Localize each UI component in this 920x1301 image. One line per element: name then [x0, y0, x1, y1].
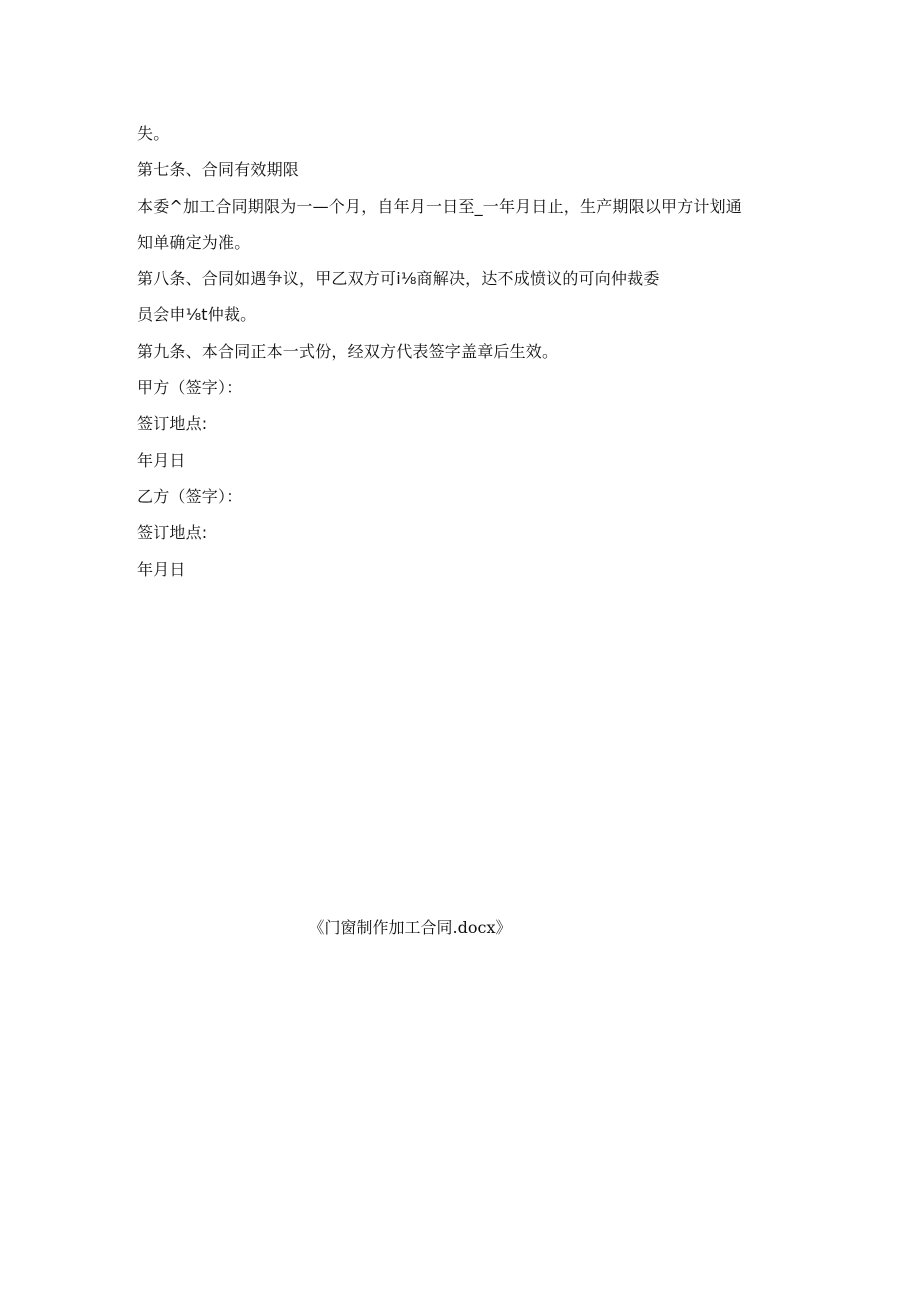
party-a-date: 年月日	[137, 450, 186, 470]
article-8-text-1: 第八条、合同如遇争议，甲乙双方可i⅛商解决，达不成愤议的可向仲裁委	[137, 269, 660, 289]
article-7-text-1: 本委^加工合同期限为一—个月，自年月一日至_一年月日止，生产期限以甲方计划通	[137, 196, 743, 216]
contract-body	[137, 116, 797, 588]
party-b-signature: 乙方（签字）：	[137, 486, 243, 506]
party-a-signing-place: 签订地点:	[137, 414, 208, 434]
article-7-text-2: 知单确定为准。	[137, 232, 251, 252]
party-b-signing-place: 签订地点:	[137, 523, 208, 543]
text-line-loss: 失。	[137, 124, 170, 143]
party-a-signature: 甲方（签字）：	[137, 378, 243, 398]
party-b-date: 年月日	[137, 559, 186, 579]
footer-filename: 《门窗制作加工合同.docx》	[308, 918, 512, 937]
document-footer	[0, 914, 820, 942]
article-9-text: 第九条、本合同正本一式份，经双方代表签字盖章后生效。	[137, 341, 559, 361]
article-8-text-2: 员会申⅛t仲裁。	[137, 305, 257, 325]
article-7-heading: 第七条、合同有效期限	[137, 160, 300, 180]
